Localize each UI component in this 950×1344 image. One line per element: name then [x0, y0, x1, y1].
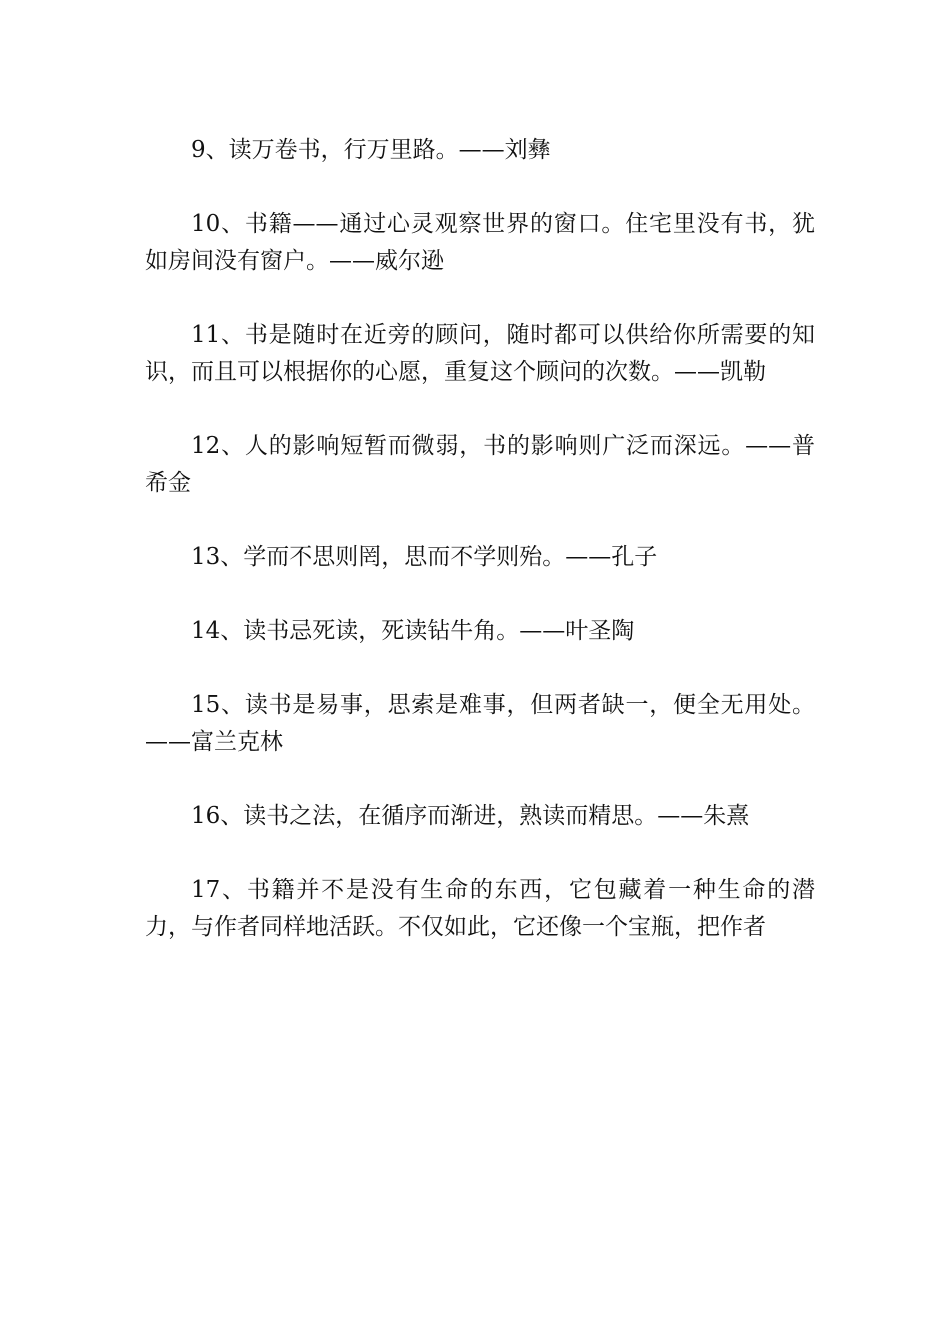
quote-paragraph-10: 10、书籍——通过心灵观察世界的窗口。住宅里没有书，犹如房间没有窗户。——威尔逊	[145, 211, 815, 274]
quote-paragraph-12: 12、人的影响短暂而微弱，书的影响则广泛而深远。——普希金	[145, 433, 815, 496]
quote-paragraph-13: 13、学而不思则罔，思而不学则殆。——孔子	[191, 544, 658, 570]
quote-paragraph-17: 17、书籍并不是没有生命的东西，它包藏着一种生命的潜力，与作者同样地活跃。不仅如此，它还像一个宝瓶，把作者	[145, 877, 815, 940]
quote-paragraph-9: 9、读万卷书，行万里路。——刘彝	[191, 137, 551, 163]
quote-list	[145, 132, 815, 946]
quote-paragraph-14: 14、读书忌死读，死读钻牛角。——叶圣陶	[191, 618, 635, 644]
quote-paragraph-16: 16、读书之法，在循序而渐进，熟读而精思。——朱熹	[191, 803, 750, 829]
quote-paragraph-15: 15、读书是易事，思索是难事，但两者缺一，便全无用处。——富兰克林	[145, 692, 815, 755]
quote-paragraph-11: 11、书是随时在近旁的顾问，随时都可以供给你所需要的知识，而且可以根据你的心愿，重复这个顾问的次数。——凯勒	[145, 322, 815, 385]
